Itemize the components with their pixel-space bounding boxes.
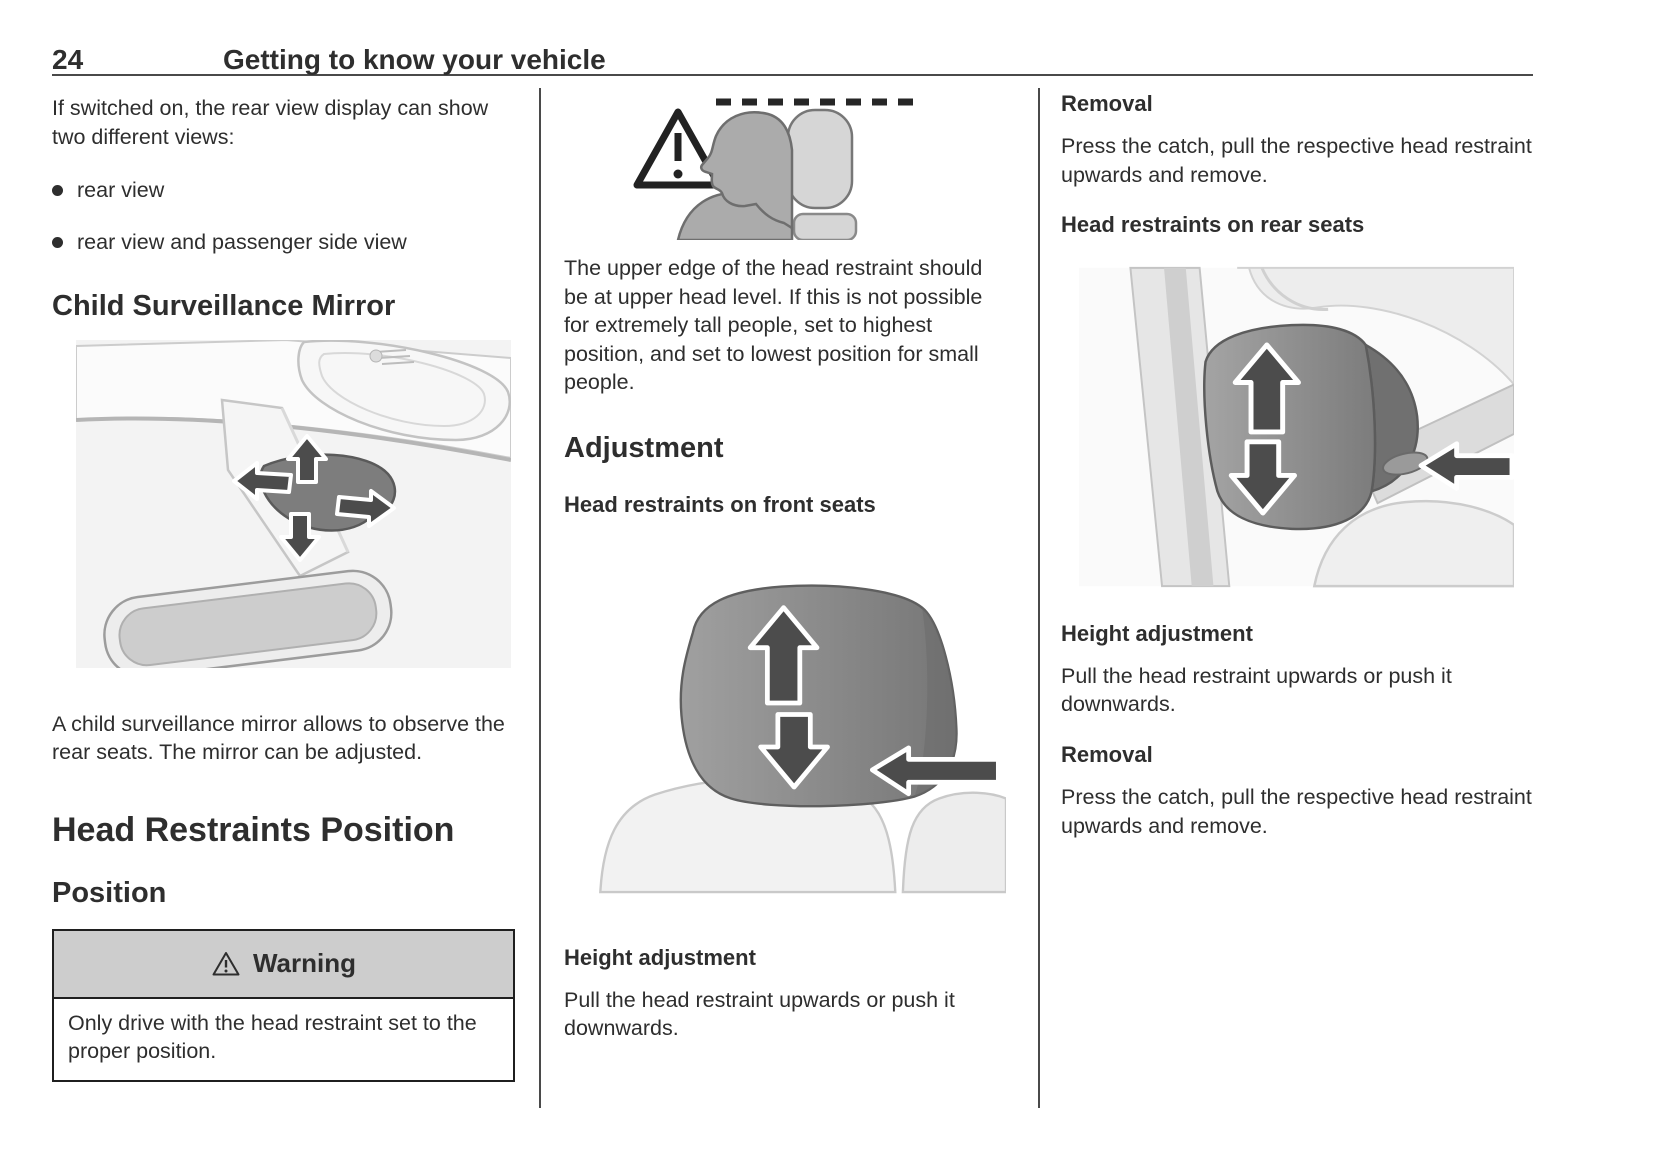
person-and-headrest-pictogram	[678, 110, 856, 240]
column-2	[564, 88, 1012, 1043]
head-restraints-position-heading: Head Restraints Position	[52, 810, 455, 849]
warning-title: Warning	[252, 948, 357, 979]
page-body	[52, 88, 1533, 1110]
list-item: rear view	[52, 177, 515, 205]
removal-heading: Removal	[1061, 91, 1153, 116]
height-adjustment-heading: Height adjustment	[1061, 620, 1253, 646]
rear-seats-heading: Head restraints on rear seats	[1061, 212, 1365, 238]
warning-triangle-icon	[211, 950, 241, 977]
warning-triangle-icon	[637, 112, 719, 185]
warning-text: Only drive with the head restraint set to the proper position.	[68, 1010, 477, 1064]
height-adjustment-paragraph: Pull the head restraint upwards or push it downwards.	[564, 987, 955, 1041]
warning-box-header	[54, 931, 513, 999]
removal-heading-2: Removal	[1061, 741, 1153, 767]
child-mirror-paragraph: A child surveillance mirror allows to observe the rear seats. The mirror can be adjusted.	[52, 711, 505, 765]
height-adjustment-paragraph: Pull the head restraint upwards or push it downwards.	[1061, 663, 1452, 717]
head-restraint-level-illustration	[616, 88, 916, 240]
position-heading: Position	[52, 877, 167, 910]
column-divider-left	[539, 88, 541, 1108]
removal-paragraph-2: Press the catch, pull the respective head restraint upwards and remove.	[1061, 785, 1532, 838]
warning-box	[52, 929, 515, 1082]
column-1	[52, 88, 515, 1082]
removal-paragraph: Press the catch, pull the respective head restraint upwards and remove.	[1061, 134, 1532, 187]
list-item: rear view and passenger side view	[52, 229, 515, 257]
head-level-paragraph: The upper edge of the head restraint should be at upper head level. If this is not possible for extremely tall people, set to highest position, and set to lowest position for small people.	[564, 256, 983, 395]
front-seats-heading: Head restraints on front seats	[564, 492, 876, 518]
column-divider-right	[1038, 88, 1040, 1108]
column-3	[1061, 88, 1533, 840]
child-surveillance-mirror-illustration	[76, 340, 511, 668]
page-number: 24	[52, 44, 84, 75]
height-adjustment-heading: Height adjustment	[564, 944, 756, 970]
page-header	[52, 36, 1533, 76]
rear-view-display-paragraph: If switched on, the rear view display can show two different views:	[52, 96, 489, 149]
warning-box-body	[54, 999, 513, 1080]
page-title: Getting to know your vehicle	[223, 44, 606, 75]
rear-head-restraint-illustration	[1079, 266, 1514, 588]
child-surveillance-mirror-heading: Child Surveillance Mirror	[52, 290, 396, 323]
adjustment-heading: Adjustment	[564, 431, 724, 464]
rear-view-options-list	[52, 177, 515, 257]
front-head-restraint-illustration	[586, 552, 1006, 898]
